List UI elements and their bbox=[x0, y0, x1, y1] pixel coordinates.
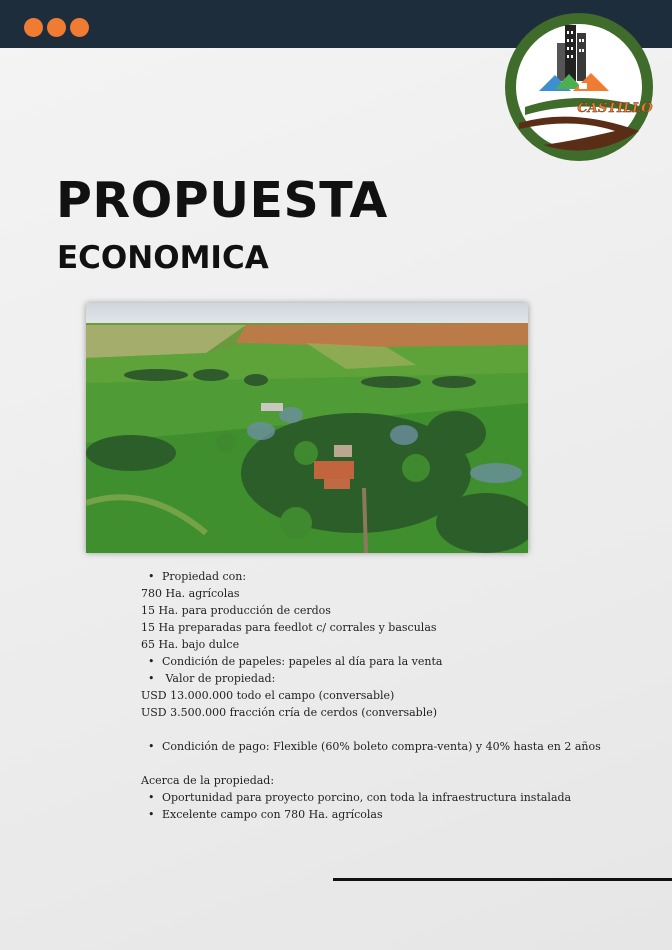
acerca-label: Acerca de la propiedad: bbox=[141, 774, 275, 787]
footer-divider bbox=[333, 878, 672, 881]
property-details bbox=[141, 568, 641, 823]
dot-icon bbox=[24, 18, 43, 37]
propiedad-label: • Propiedad con: bbox=[141, 568, 641, 585]
papeles-status: • Condición de papeles: papeles al día para la venta bbox=[141, 653, 641, 670]
detail-item: 780 Ha. agrícolas bbox=[141, 587, 240, 600]
window-dots bbox=[24, 18, 89, 37]
detail-item: 15 Ha. para producción de cerdos bbox=[141, 604, 331, 617]
page-subtitle: ECONOMICA bbox=[57, 240, 269, 276]
detail-item: 15 Ha preparadas para feedlot c/ corrales y basculas bbox=[141, 621, 437, 634]
price-item: USD 3.500.000 fracción cría de cerdos (conversable) bbox=[141, 706, 438, 719]
castillo-logo bbox=[503, 11, 655, 163]
brand-name: CASTILLO bbox=[577, 101, 653, 116]
aerial-farm-photo bbox=[86, 303, 528, 553]
page-title: PROPUESTA bbox=[56, 172, 388, 229]
valor-label: • Valor de propiedad: bbox=[141, 670, 641, 687]
acerca-item: • Oportunidad para proyecto porcino, con toda la infraestructura instalada bbox=[141, 789, 641, 806]
payment-conditions: • Condición de pago: Flexible (60% boleto compra-venta) y 40% hasta en 2 años bbox=[141, 738, 641, 755]
acerca-item: • Excelente campo con 780 Ha. agrícolas bbox=[141, 806, 641, 823]
dot-icon bbox=[47, 18, 66, 37]
detail-item: 65 Ha. bajo dulce bbox=[141, 638, 240, 651]
dot-icon bbox=[70, 18, 89, 37]
price-item: USD 13.000.000 todo el campo (conversable) bbox=[141, 689, 395, 702]
